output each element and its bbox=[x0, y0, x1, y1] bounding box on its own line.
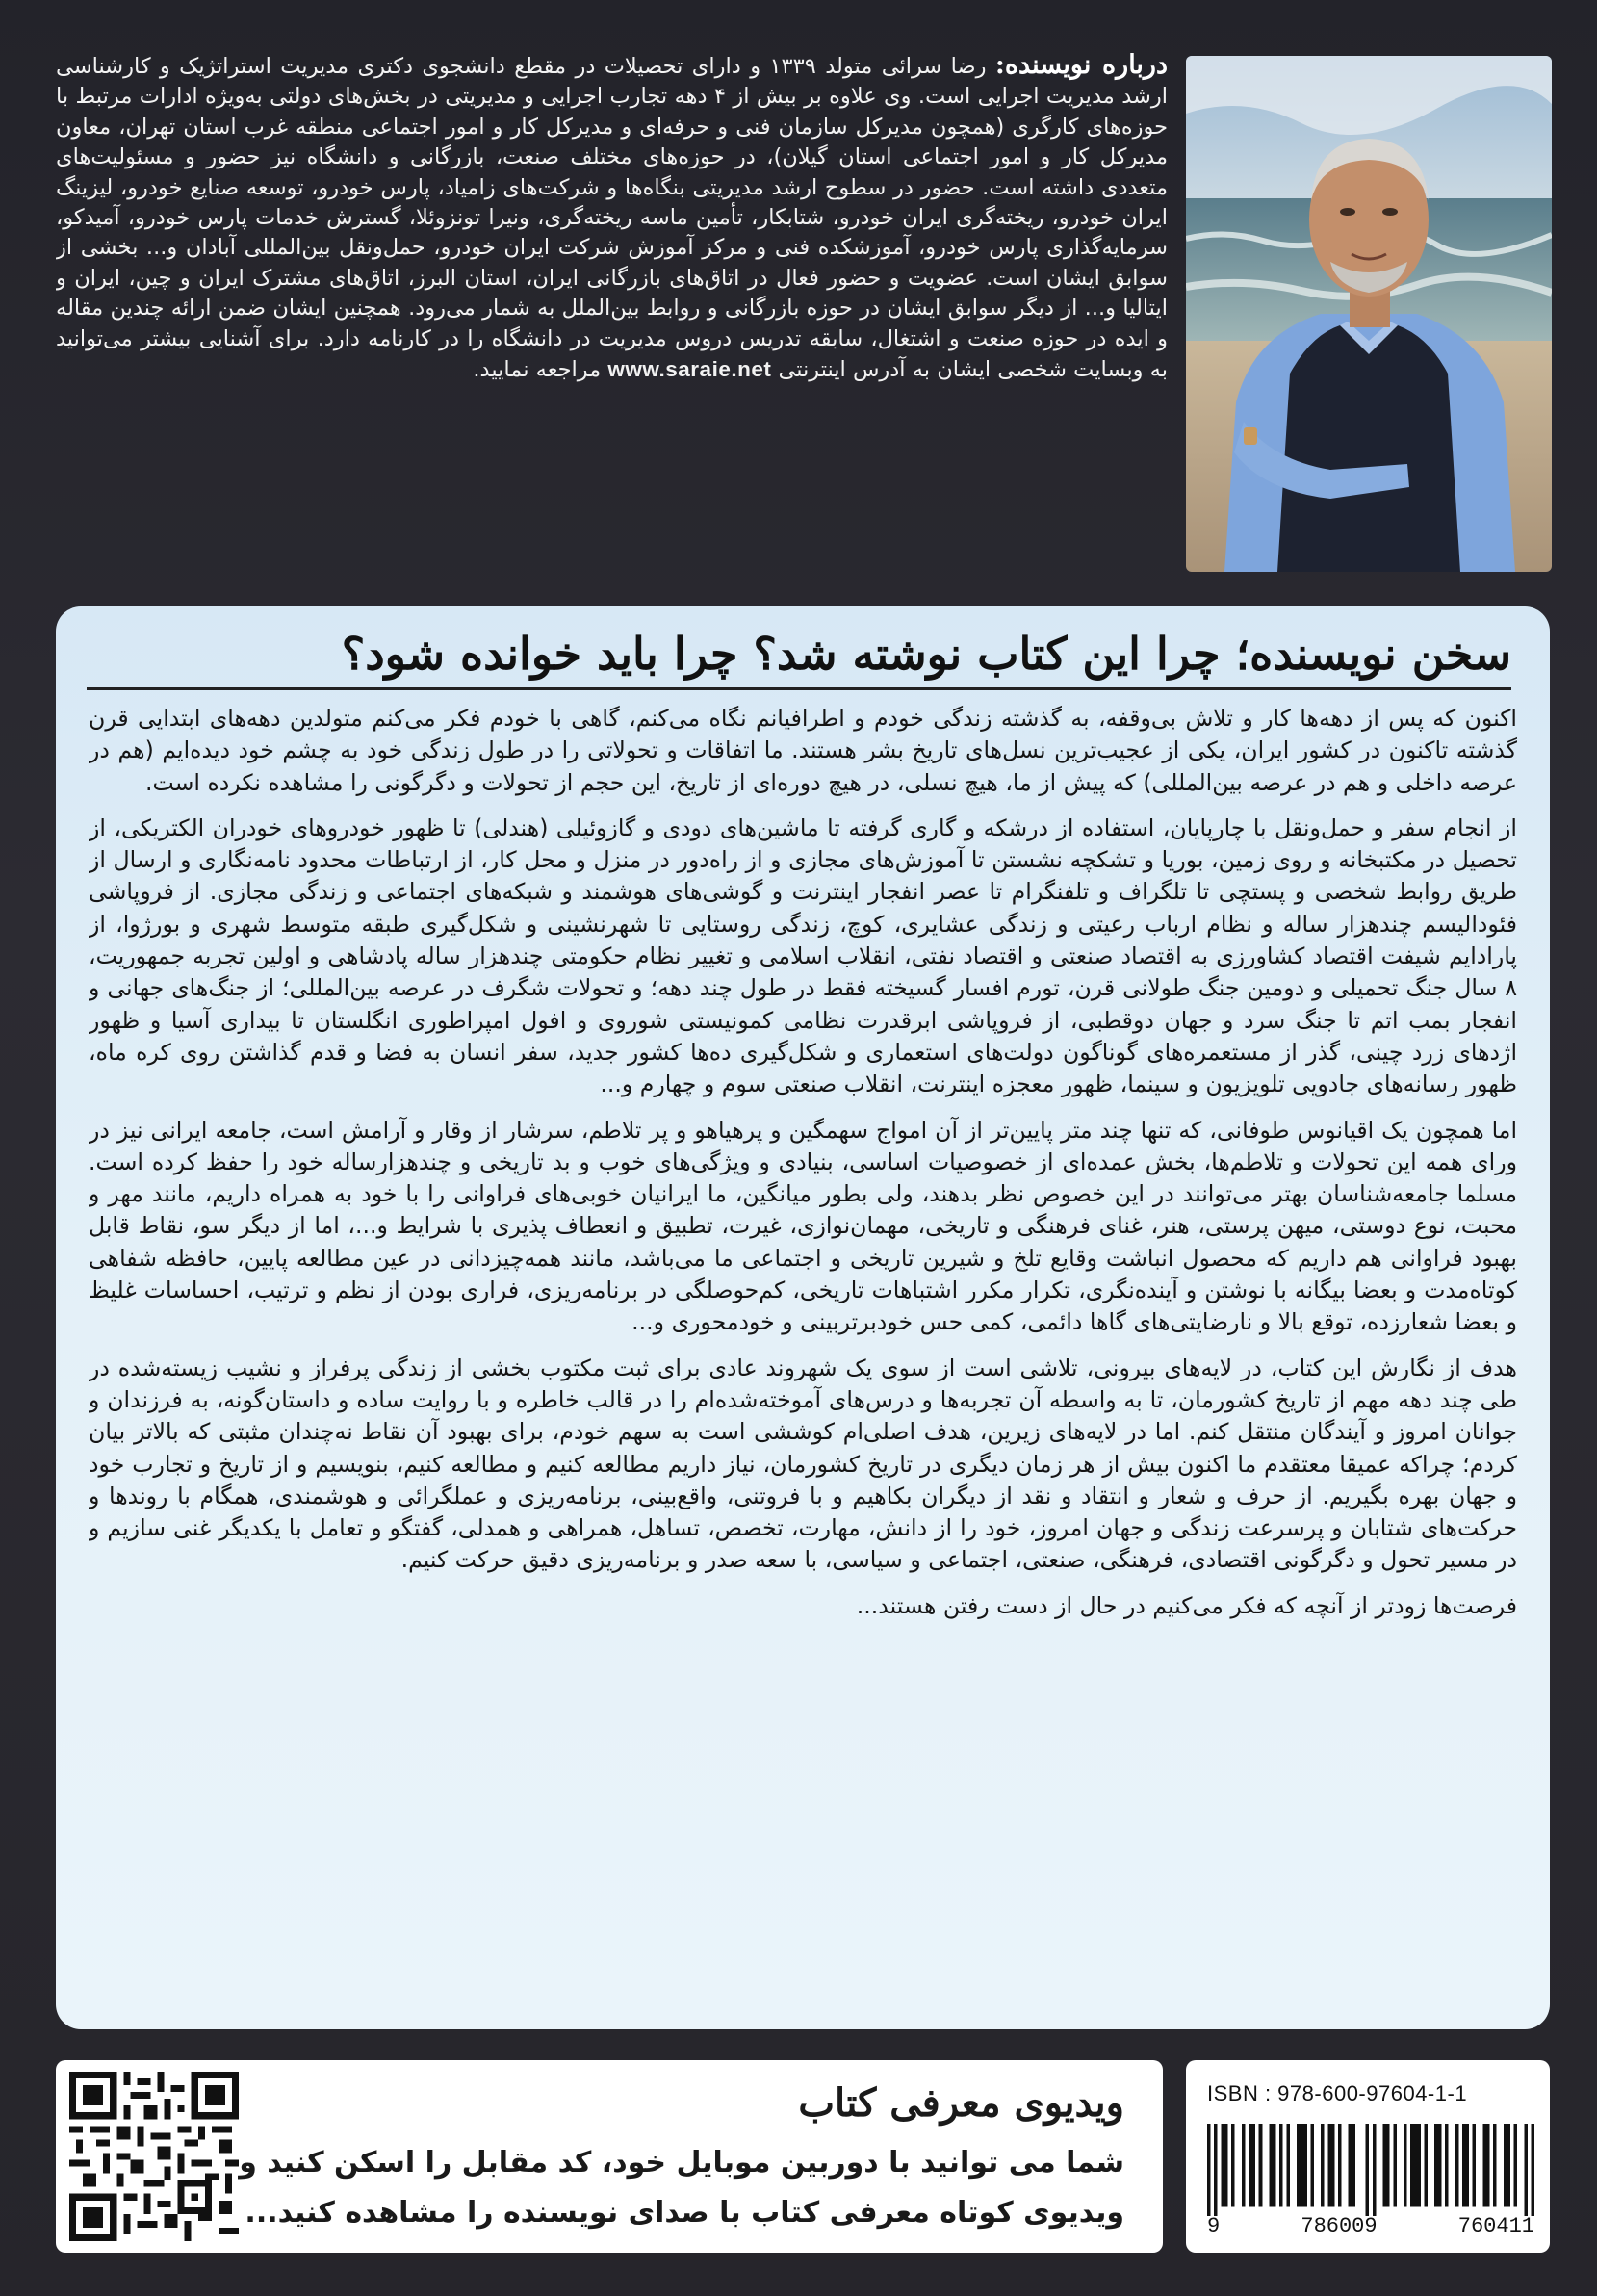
author-website-link[interactable]: www.saraie.net bbox=[607, 357, 772, 382]
foreword-paragraph: هدف از نگارش این کتاب، در لایه‌های بیرونی، تلاشی است از سوی یک شهروند عادی برای ثبت مکتوب بخشی از زندگی پرفراز و نشیب زیسته‌شده در طی چند دهه مهم از تاریخ کشورمان، تا به واسطه آن تجربه‌ها و درس‌های آموخته‌شده‌ام را در قالب خاطره و با روایت ساده و داستان‌گونه، به فرزندان و جوانان امروز و آیندگان منتقل کنم. اما در لایه‌های زیرین، هدف اصلی‌ام کوششی است به سهم خودم، برای بهبود آن نقاط نه‌چندان مثبتی که بالاتر بیان کردم؛ چراکه عمیقا معتقدم ما اکنون بیش از هر زمان دیگری در تاریخ کشورمان، نیاز داریم مطالعه کنیم و مطالعه کنیم، بنویسیم و از تاریخ و تجارب خود و جهان بهره بگیریم. از حرف و شعار و انتقاد و نقد از دیگران بکاهیم و با فروتنی، واقع‌بینی، برنامه‌ریزی و عملگرائی و هوشمندی، همگام با روندها و حرکت‌های شتابان و پرسرعت زندگی و جهان امروز، خود را از دانش، مهارت، تخصص، تساهل، همراهی و همدلی، گفتگو و تعامل با یکدیگر غنی سازیم و در مسیر تحول و دگرگونی اقتصادی، فرهنگی، صنعتی، اجتماعی و سیاسی، با سعه صدر و برنامه‌ریزی دقیق حرکت کنیم. bbox=[89, 1354, 1517, 1574]
barcode-digits-right: 760411 bbox=[1457, 2214, 1534, 2238]
video-instruction-line-1: شما می توانید با دوربین موبایل خود، کد مقابل را اسکن کنید و bbox=[239, 2146, 1124, 2180]
barcode-icon bbox=[1207, 2124, 1534, 2216]
foreword-paragraph: از انجام سفر و حمل‌ونقل با چارپایان، استفاده از درشکه و گاری گرفته تا ماشین‌های دودی و گازوئیلی (هندلی) تا ظهور خودروهای خودران الکتریکی، از تحصیل در مکتبخانه و روی زمین، بوریا و تشکچه نشستن تا آموزش‌های مجازی و از راه‌دور در منزل و محل کار، از ارتباطات محدود نامه‌نگاری و ارسال از طریق روابط شخصی و پستچی تا تلگراف و تلفنگرام تا عصر انفجار اینترنت و گوشی‌های هوشمند و شبکه‌های اجتماعی و زندگی مجازی. از فروپاشی فئودالیسم چندهزار ساله و نظام ارباب رعیتی و زندگی عشایری، کوچ، زندگی روستایی تا شهرنشینی و شکل‌گیری طبقه متوسط شهری و بورژوا، از پارادایم شیفت اقتصاد کشاورزی به اقتصاد صنعتی و اقتصاد نفتی، انقلاب اسلامی و تغییر نظام حکومتی چندهزار ساله پادشاهی و اولین تجربه جمهوریت، ۸ سال جنگ تحمیلی و دومین جنگ طولانی قرن، تورم افسار گسیخته فقط در طول چند دهه؛ و تحولات شگرف در عرصه بین‌المللی؛ از جنگ‌های جهانی و انفجار بمب اتم تا جنگ سرد و جهان دوقطبی، از فروپاشی ابرقدرت نظامی کمونیستی شوروی و افول امپراطوری انگلستان تا بیداری آسیا و ظهور اژدهای زرد چینی، گذر از مستعمره‌های گوناگون دولت‌های استعماری و شکل‌گیری ده‌ها کشور جدید، سفر انسان به فضا و قدم گذاشتن روی کره ماه، ظهور رسانه‌های جادویی تلویزیون و سینما، ظهور معجزه اینترنت، انقلاب صنعتی سوم و چهارم و... bbox=[89, 813, 1517, 1098]
author-bio-end: مراجعه نمایید. bbox=[473, 357, 608, 383]
foreword-body bbox=[89, 703, 1517, 2014]
barcode-digit-lead: 9 bbox=[1207, 2214, 1221, 2238]
video-title: ویدیوی معرفی کتاب bbox=[798, 2080, 1124, 2126]
foreword-paragraph: اکنون که پس از دهه‌ها کار و تلاش بی‌وقفه، به گذشته زندگی خودم و اطرافیانم نگاه می‌کنم، گاهی با خودم فکر می‌کنم متولدین دهه‌های ابتدایی قرن گذشته تاکنون در کشور ایران، یکی از عجیب‌ترین نسل‌های تاریخ بشر هستند. ما اتفاقات و تحولاتی را در طول زندگی خود به چشم خود دیده‌ایم (هم در عرصه داخلی و هم در عرصه بین‌المللی) که پیش از ما، هیچ نسلی، در هیچ دوره‌ای از تاریخ، این حجم از تحولات و دگرگونی را مشاهده نکرده است. bbox=[89, 705, 1517, 796]
author-heading: درباره نویسنده: bbox=[994, 50, 1168, 80]
foreword-closing: فرصت‌ها زودتر از آنچه که فکر می‌کنیم در حال از دست رفتن هستند... bbox=[856, 1591, 1517, 1619]
foreword-title-underline bbox=[87, 687, 1511, 690]
foreword-panel bbox=[56, 606, 1550, 2029]
video-instruction-line-2: ویدیوی کوتاه معرفی کتاب با صدای نویسنده را مشاهده کنید... bbox=[245, 2196, 1124, 2230]
author-bio-text: رضا سرائی متولد ۱۳۳۹ و دارای تحصیلات در مقطع دانشجوی دکتری مدیریت استراتژیک و کارشناسی ارشد مدیریت اجرایی است. وی علاوه بر بیش از ۴ دهه تجارب اجرایی و مدیریتی در بخش‌های دولتی به‌ویژه ادارات مرتبط با حوزه‌های کارگری (همچون مدیرکل سازمان فنی و حرفه‌ای و مدیرکل کار و امور اجتماعی منطقه غرب استان تهران، معاون مدیرکل کار و امور اجتماعی استان گیلان)، در حوزه‌های مختلف صنعت، بازرگانی و دانشگاه نیز حضور و مسئولیت‌های متعددی داشته است. حضور در سطوح ارشد مدیریتی بنگاه‌ها و شرکت‌های زامیاد، پارس خودرو، توسعه صنایع خودرو، لیزینگ ایران خودرو، ریخته‌گری ایران خودرو، شتابکار، تأمین ماسه ریخته‌گری، ونیرا تونزوئلا، گسترش خدمات پارس خودرو، آمیدکو، سرمایه‌گذاری پارس خودرو، آموزشکده فنی و مرکز آموزش شرکت ایران خودرو، حمل‌ونقل بین‌المللی آبادان و... بخشی از سوابق ایشان است. عضویت و حضور فعال در اتاق‌های بازرگانی ایران، استان البرز، اتاق‌های مشترک ایران و چین، ایران و ایتالیا و... از دیگر سوابق ایشان در حوزه بازرگانی و روابط بین‌الملل به شمار می‌رود. همچنین ایشان ضمن ارائه چندین مقاله و ایده در حوزه صنعت و اشتغال، سابقه تدریس دروس مدیریت در دانشگاه را در کارنامه دارد. برای آشنایی بیشتر می‌توانید به وبسایت شخصی ایشان به آدرس اینترنتی bbox=[56, 54, 1168, 383]
video-intro-box bbox=[56, 2060, 1163, 2253]
foreword-title: سخن نویسنده؛ چرا این کتاب نوشته شد؟ چرا باید خوانده شود؟ bbox=[341, 628, 1511, 680]
author-bio bbox=[56, 50, 1168, 578]
foreword-paragraph: اما همچون یک اقیانوس طوفانی، که تنها چند متر پایین‌تر از آن امواج سهمگین و پرهیاهو و پر تلاطم، سرشار از وقار و آرامش است، جامعه ایرانی نیز در ورای همه این تحولات و تلاطم‌ها، بخش عمده‌ای از خصوصیات اساسی، بنیادی و ویژگی‌های خوب و بد تاریخی و چندهزارساله خود را حفظ کرده است. مسلما جامعه‌شناسان بهتر می‌توانند در این خصوص نظر بدهند، ولی بطور میانگین، ما ایرانیان خوبی‌های فراوانی را با خود به همراه داریم، مانند مهر و محبت، نوع دوستی، میهن پرستی، هنر، غنای فرهنگی و تاریخی، مهمان‌نوازی، غیرت، تطبیق و انعطاف پذیری با شرایط و...، اما از دیگر سو، نقاط قابل بهبود فراوانی هم داریم که محصول انباشت وقایع تلخ و شیرین تاریخی و اجتماعی ما می‌باشد، مانند همه‌چیزدانی در عین مطالعه پایین، حافظه شفاهی کوتاه‌مدت و بعضا بیگانه با نوشتن و آینده‌نگری، تکرار مکرر اشتباهات تاریخی، کم‌حوصلگی در برنامه‌ریزی، فراری بودن از نظم و ترتیب، احساسات غلیظ و بعضا شعارزده، توقع بالا و نارضایتی‌های گاها دائمی، کمی حس خودبرتربینی و خودمحوری و... bbox=[89, 1116, 1517, 1336]
barcode-digits bbox=[1207, 2214, 1534, 2238]
qr-code-icon[interactable] bbox=[69, 2072, 239, 2241]
author-photo bbox=[1186, 56, 1552, 572]
isbn-box bbox=[1186, 2060, 1550, 2253]
barcode-digits-left: 786009 bbox=[1301, 2214, 1378, 2238]
isbn-label: ISBN : 978-600-97604-1-1 bbox=[1207, 2081, 1468, 2105]
